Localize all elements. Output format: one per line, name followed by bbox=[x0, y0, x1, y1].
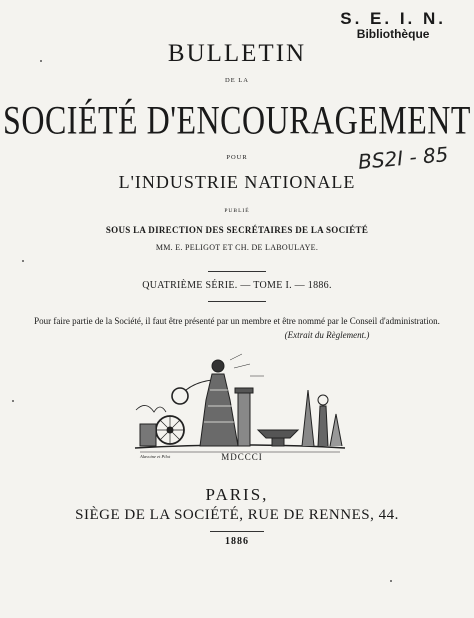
extrait-note bbox=[90, 330, 474, 340]
membership-note: Pour faire partie de la Société, il faut être présenté par un membre et être nommé par le Conseil d'administration. bbox=[34, 316, 440, 326]
title-de-la: DE LA bbox=[225, 77, 249, 84]
title-bulletin: BULLETIN bbox=[167, 40, 307, 67]
paper-speck bbox=[40, 60, 42, 62]
title-societe: SOCIÉTÉ D'ENCOURAGEMENT bbox=[3, 97, 471, 142]
series-line: QUATRIÈME SÉRIE. — TOME I. — 1886. bbox=[142, 280, 332, 291]
editors-line: MM. E. PELIGOT ET CH. DE LABOULAYE. bbox=[155, 243, 319, 252]
direction-line: SOUS LA DIRECTION DES SECRÉTAIRES DE LA SOCIÉTÉ bbox=[105, 225, 369, 235]
shelfmark: BS2I - 85 bbox=[356, 142, 449, 174]
publie-label: PUBLIÉ bbox=[224, 208, 250, 214]
library-stamp bbox=[340, 10, 446, 40]
vignette-date: MDCCCI bbox=[221, 452, 263, 462]
divider-rule bbox=[208, 271, 266, 272]
paper-speck bbox=[22, 260, 24, 262]
title-pour: POUR bbox=[226, 154, 248, 161]
imprint-address: SIÈGE DE LA SOCIÉTÉ, RUE DE RENNES, 44. bbox=[75, 507, 399, 523]
imprint-city: PARIS, bbox=[205, 485, 269, 504]
imprint-year: 1886 bbox=[225, 536, 249, 547]
engraver-credit: Alavoine et Pilot bbox=[140, 454, 171, 459]
divider-rule bbox=[210, 531, 264, 532]
stamp-line-1: S. E. I. N. bbox=[340, 9, 446, 28]
extrait-text: (Extrait du Règlement.) bbox=[284, 330, 370, 340]
divider-rule bbox=[208, 301, 266, 302]
paper-speck bbox=[12, 400, 14, 402]
allegorical-vignette-illustration bbox=[130, 350, 350, 465]
stamp-line-2: Bibliothèque bbox=[356, 26, 430, 41]
title-industrie: L'INDUSTRIE NATIONALE bbox=[118, 172, 356, 192]
paper-speck bbox=[390, 580, 392, 582]
